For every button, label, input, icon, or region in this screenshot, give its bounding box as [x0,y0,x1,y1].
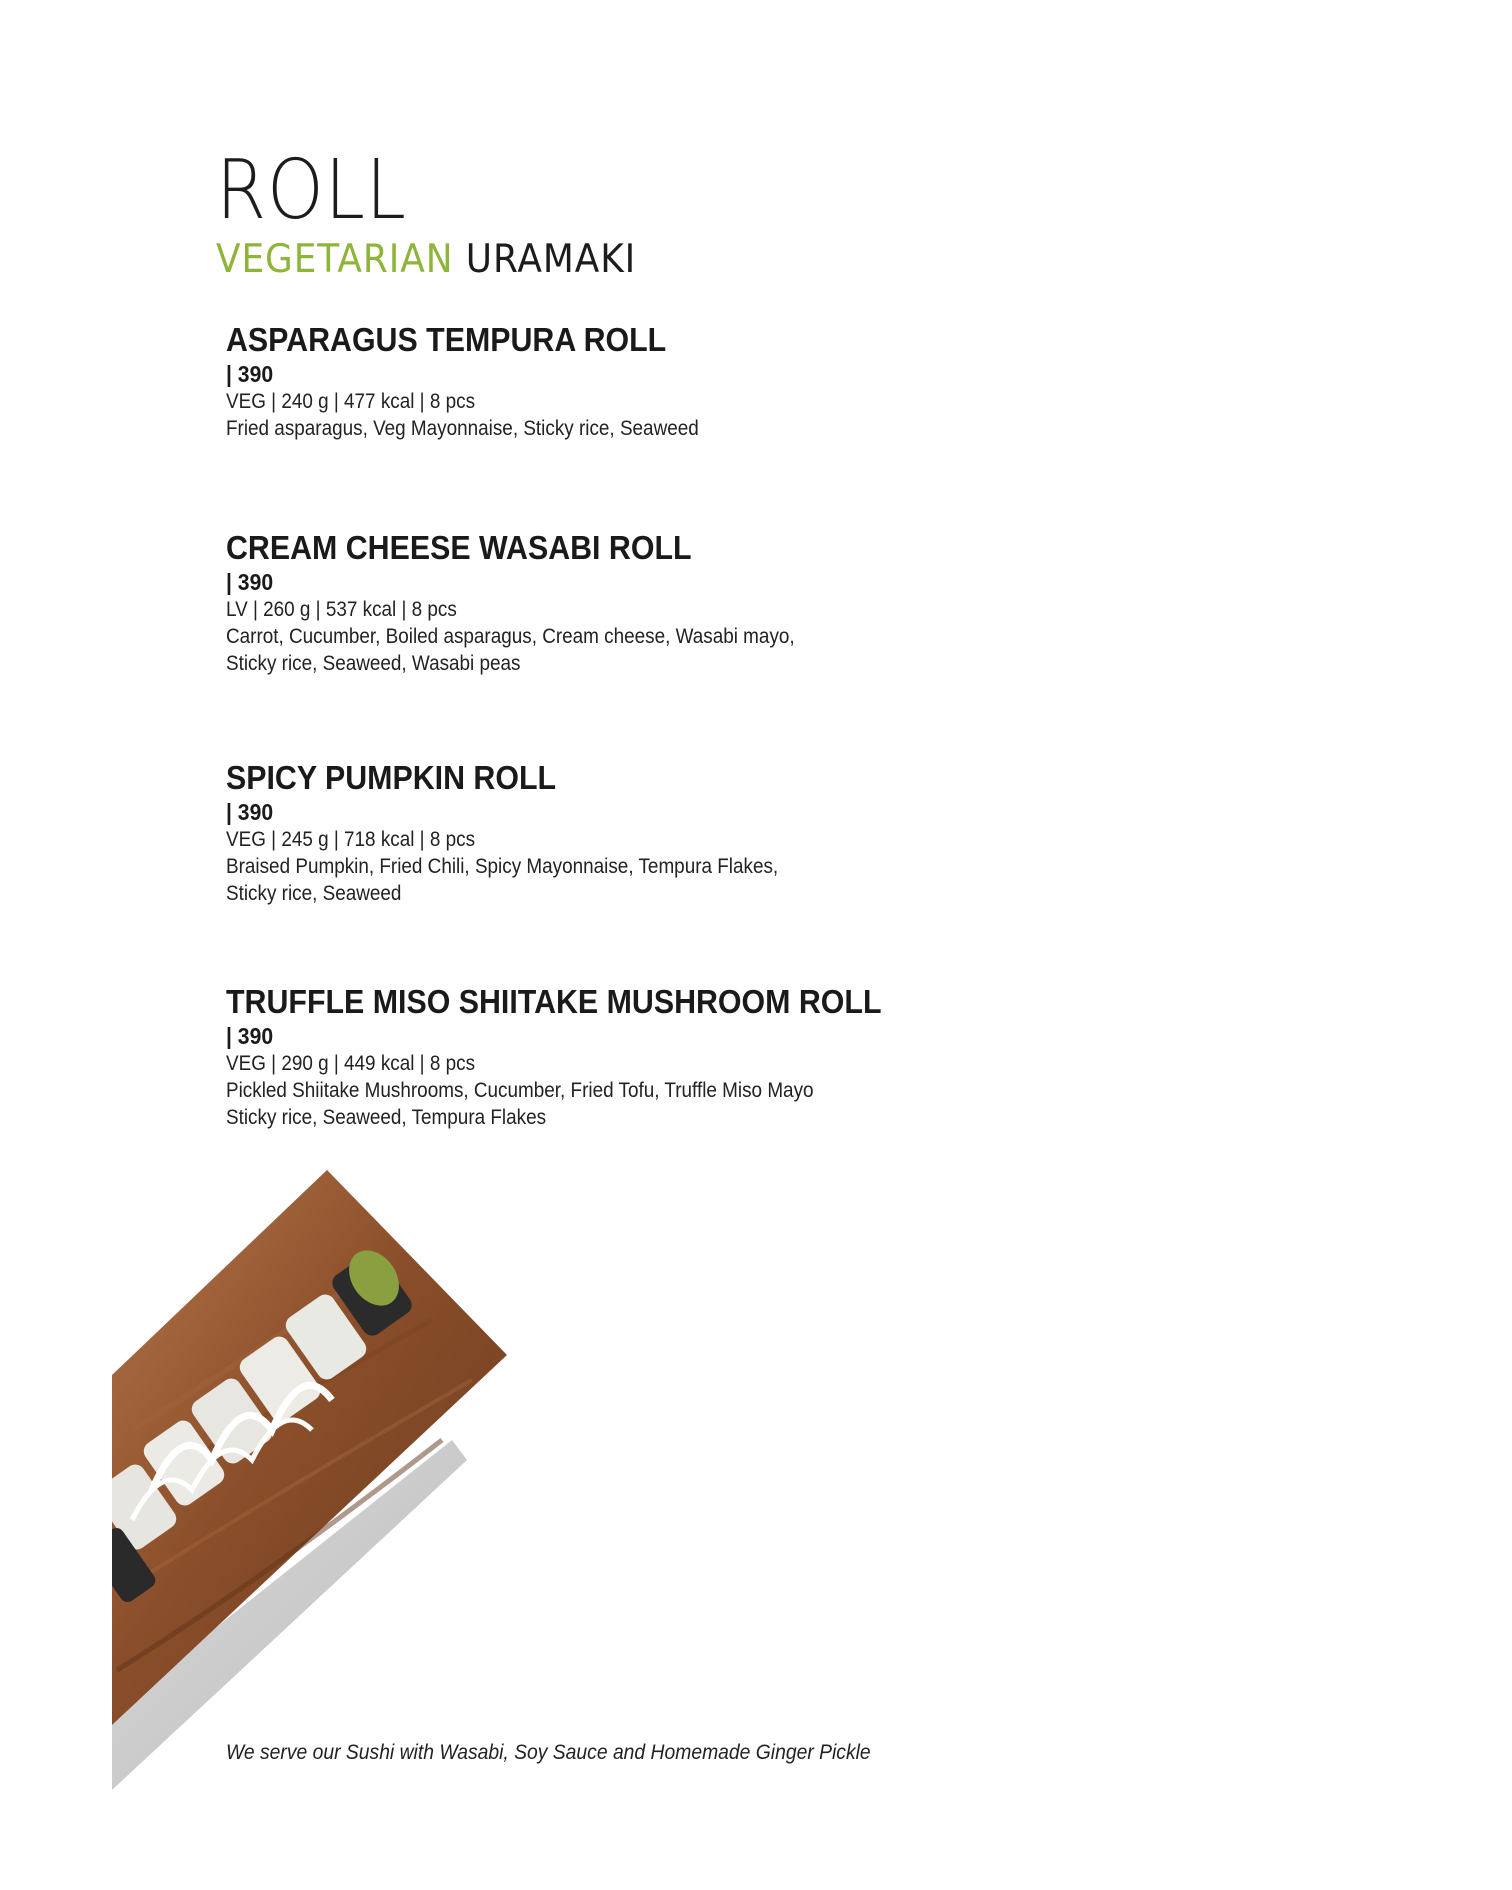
subtitle-category: VEGETARIAN [216,237,454,282]
menu-header [216,143,673,282]
item-price: | 390 [226,1023,274,1049]
page-title: ROLL [216,143,407,238]
item-description: Sticky rice, Seaweed [226,882,402,905]
menu-item [226,530,1126,677]
item-price: | 390 [226,361,274,387]
menu-item [226,984,1126,1131]
item-name: ASPARAGUS TEMPURA ROLL [226,321,667,358]
item-description: Braised Pumpkin, Fried Chili, Spicy Mayonnaise, Tempura Flakes, [226,855,779,878]
sushi-board-image [112,1170,512,1790]
item-description: Fried asparagus, Veg Mayonnaise, Sticky rice, Seaweed [226,417,699,440]
item-description: Sticky rice, Seaweed, Tempura Flakes [226,1106,547,1129]
menu-item [226,322,1126,442]
item-meta: VEG | 290 g | 449 kcal | 8 pcs [226,1052,476,1075]
item-name: TRUFFLE MISO SHIITAKE MUSHROOM ROLL [226,983,882,1020]
item-description: Carrot, Cucumber, Boiled asparagus, Cream cheese, Wasabi mayo, [226,625,795,648]
item-meta: LV | 260 g | 537 kcal | 8 pcs [226,598,457,621]
page-subtitle [216,238,636,282]
item-meta: VEG | 245 g | 718 kcal | 8 pcs [226,828,476,851]
item-price: | 390 [226,799,274,825]
item-description: Sticky rice, Seaweed, Wasabi peas [226,652,521,675]
menu-item [226,760,1126,907]
item-description: Pickled Shiitake Mushrooms, Cucumber, Fried Tofu, Truffle Miso Mayo [226,1079,814,1102]
item-price: | 390 [226,569,274,595]
item-meta: VEG | 240 g | 477 kcal | 8 pcs [226,390,476,413]
subtitle-type: URAMAKI [465,237,637,282]
item-name: SPICY PUMPKIN ROLL [226,759,557,796]
footer-note: We serve our Sushi with Wasabi, Soy Sauce and Homemade Ginger Pickle [226,1741,871,1764]
item-name: CREAM CHEESE WASABI ROLL [226,529,692,566]
